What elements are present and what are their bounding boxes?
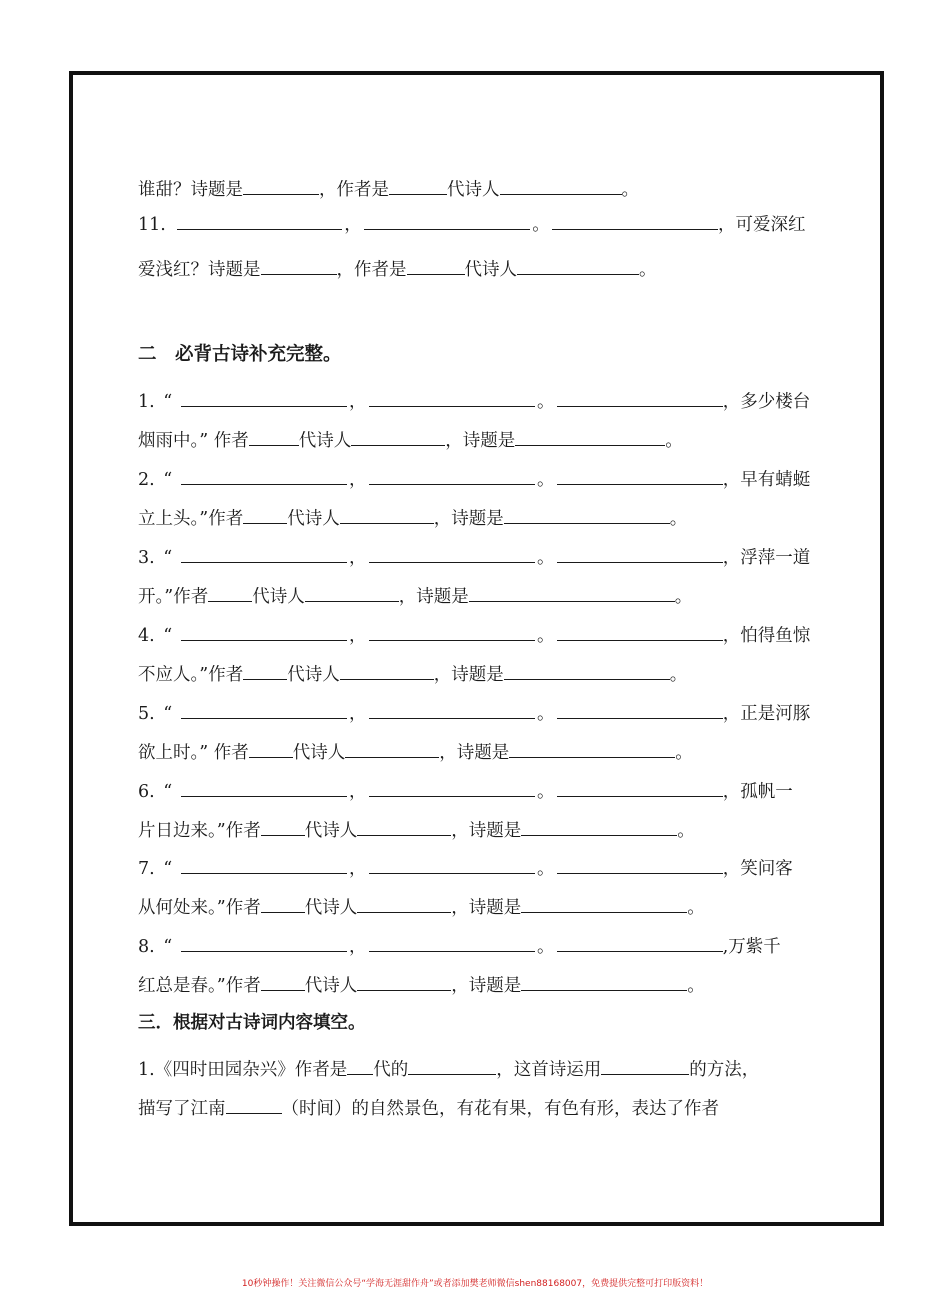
blank-dynasty[interactable] bbox=[208, 584, 252, 602]
period: 。 bbox=[536, 470, 555, 490]
period: 。 bbox=[536, 859, 555, 879]
blank-verse[interactable] bbox=[369, 389, 535, 407]
text: 代诗人 bbox=[464, 260, 517, 280]
blank-dynasty[interactable] bbox=[249, 740, 293, 758]
verse-ending: ，早有蜻蜓 bbox=[722, 470, 811, 490]
period: 。 bbox=[536, 704, 555, 724]
text: 描写了江南 bbox=[138, 1099, 226, 1119]
blank-title[interactable] bbox=[243, 177, 319, 195]
poem-item-line-1 bbox=[138, 701, 810, 726]
text: ，诗题是 bbox=[433, 665, 504, 685]
text: （时间）的自然景色，有花有果，有色有形，表达了作者 bbox=[281, 1099, 719, 1119]
blank-verse[interactable] bbox=[369, 623, 535, 641]
blank-title[interactable] bbox=[504, 506, 670, 524]
text: 爱浅红？诗题是 bbox=[138, 260, 261, 280]
text: 烟雨中。” 作者 bbox=[138, 431, 249, 451]
open-quote: “ bbox=[163, 782, 173, 802]
footer-notice: 10秒钟操作！关注微信公众号“学海无涯甜作舟”或者添加樊老师微信shen88168007，免费提供完整可打印版资料！ bbox=[241, 1279, 709, 1289]
blank-verse[interactable] bbox=[552, 212, 718, 230]
verse-ending: ，可爱深红 bbox=[717, 215, 806, 235]
text: 。 bbox=[677, 821, 695, 841]
section-3-line-2 bbox=[138, 1096, 719, 1121]
item-number: 2. bbox=[138, 470, 155, 490]
blank-method[interactable] bbox=[601, 1057, 689, 1075]
blank-verse[interactable] bbox=[181, 623, 347, 641]
text: ，诗题是 bbox=[439, 743, 510, 763]
blank-verse[interactable] bbox=[557, 467, 723, 485]
text: 从何处来。”作者 bbox=[138, 898, 261, 918]
poem-item-line-2 bbox=[138, 584, 692, 609]
fragment-line-1 bbox=[138, 177, 639, 202]
text: 。 bbox=[675, 743, 693, 763]
verse-ending: ，浮萍一道 bbox=[722, 548, 811, 568]
poem-item-line-1 bbox=[138, 545, 810, 570]
verse-ending: ，多少楼台 bbox=[722, 392, 811, 412]
verse-ending: ，正是河豚 bbox=[722, 704, 811, 724]
blank-poet[interactable] bbox=[408, 1057, 496, 1075]
blank-verse[interactable] bbox=[177, 212, 342, 230]
item-number: 1. bbox=[138, 392, 155, 412]
poem-item-line-2 bbox=[138, 506, 687, 531]
blank-verse[interactable] bbox=[369, 545, 535, 563]
text: 。 bbox=[665, 431, 683, 451]
blank-verse[interactable] bbox=[557, 545, 723, 563]
blank-verse[interactable] bbox=[181, 467, 347, 485]
comma: ， bbox=[344, 215, 362, 235]
poem-item-line-1 bbox=[138, 467, 810, 492]
text: 。 bbox=[639, 260, 657, 280]
text: 。 bbox=[669, 665, 688, 685]
blank-dynasty[interactable] bbox=[261, 818, 305, 836]
verse-ending: ，笑问客 bbox=[722, 859, 793, 879]
text: 开。”作者 bbox=[138, 587, 209, 607]
period: 。 bbox=[536, 782, 555, 802]
blank-poet[interactable] bbox=[340, 506, 434, 524]
text: 谁甜？诗题是 bbox=[138, 180, 243, 200]
text: 代诗人 bbox=[292, 743, 346, 763]
period: 。 bbox=[536, 548, 555, 568]
text: ，诗题是 bbox=[445, 431, 516, 451]
text: 代诗人 bbox=[287, 509, 340, 529]
text: ，诗题是 bbox=[433, 509, 504, 529]
poem-item-line-2 bbox=[138, 662, 687, 687]
blank-poet[interactable] bbox=[345, 740, 439, 758]
blank-dynasty[interactable] bbox=[261, 973, 305, 991]
blank-poet[interactable] bbox=[357, 973, 451, 991]
blank-verse[interactable] bbox=[369, 934, 535, 952]
text: 代诗人 bbox=[304, 976, 358, 996]
text: ，诗题是 bbox=[451, 821, 522, 841]
item-number: 4. bbox=[138, 626, 155, 646]
text: ，作者是 bbox=[336, 260, 407, 280]
poem-item-line-2 bbox=[138, 740, 693, 765]
text: 。 bbox=[687, 898, 705, 918]
comma: ， bbox=[348, 859, 367, 879]
text: 。 bbox=[674, 587, 693, 607]
blank-poet[interactable] bbox=[305, 584, 399, 602]
text: 代诗人 bbox=[304, 898, 358, 918]
comma: ， bbox=[348, 626, 367, 646]
text: 立上头。”作者 bbox=[138, 509, 244, 529]
blank-poet[interactable] bbox=[500, 177, 622, 195]
item-number: 3. bbox=[138, 548, 155, 568]
open-quote: “ bbox=[163, 626, 173, 646]
text: 不应人。”作者 bbox=[138, 665, 244, 685]
blank-title[interactable] bbox=[504, 662, 670, 680]
blank-verse[interactable] bbox=[557, 389, 723, 407]
text: 。 bbox=[669, 509, 688, 529]
period: 。 bbox=[536, 626, 555, 646]
blank-dynasty[interactable] bbox=[261, 895, 305, 913]
blank-verse[interactable] bbox=[557, 779, 723, 797]
poem-item-line-2 bbox=[138, 895, 705, 920]
blank-poet[interactable] bbox=[357, 895, 451, 913]
comma: ， bbox=[348, 704, 367, 724]
text: ，诗题是 bbox=[451, 898, 522, 918]
blank-title[interactable] bbox=[509, 740, 675, 758]
text: 代的 bbox=[373, 1060, 409, 1080]
item-number: 11. bbox=[138, 215, 166, 235]
text: 代诗人 bbox=[304, 821, 358, 841]
text: 片日边来。”作者 bbox=[138, 821, 261, 841]
section-2-title: 二 必背古诗补充完整。 bbox=[138, 344, 342, 365]
text: 红总是春。”作者 bbox=[138, 976, 261, 996]
blank-dynasty[interactable] bbox=[389, 177, 447, 195]
text: 欲上时。” 作者 bbox=[138, 743, 249, 763]
blank-poet[interactable] bbox=[517, 257, 639, 275]
fragment-line-2 bbox=[138, 212, 805, 237]
blank-verse[interactable] bbox=[181, 934, 347, 952]
blank-verse[interactable] bbox=[369, 779, 535, 797]
poem-item-line-1 bbox=[138, 389, 810, 414]
blank-verse[interactable] bbox=[181, 779, 347, 797]
item-number: 8. bbox=[138, 937, 155, 957]
text: ，诗题是 bbox=[398, 587, 469, 607]
period: 。 bbox=[536, 392, 555, 412]
blank-dynasty[interactable] bbox=[249, 428, 299, 446]
text: 代诗人 bbox=[298, 431, 352, 451]
blank-verse[interactable] bbox=[364, 212, 530, 230]
comma: ， bbox=[348, 937, 367, 957]
poem-item-line-1 bbox=[138, 934, 781, 959]
poem-item-line-1 bbox=[138, 856, 793, 881]
blank-title[interactable] bbox=[515, 428, 665, 446]
blank-dynasty[interactable] bbox=[407, 257, 465, 275]
open-quote: “ bbox=[163, 704, 173, 724]
open-quote: “ bbox=[163, 859, 173, 879]
poem-item-line-2 bbox=[138, 428, 683, 453]
blank-verse[interactable] bbox=[369, 701, 535, 719]
blank-verse[interactable] bbox=[557, 623, 723, 641]
verse-ending: ，怕得鱼惊 bbox=[722, 626, 811, 646]
text: 代诗人 bbox=[287, 665, 340, 685]
blank-title[interactable] bbox=[521, 818, 677, 836]
blank-dynasty[interactable] bbox=[347, 1057, 373, 1075]
blank-verse[interactable] bbox=[181, 545, 347, 563]
text: 。 bbox=[687, 976, 705, 996]
blank-verse[interactable] bbox=[181, 856, 347, 874]
poem-item-line-1 bbox=[138, 779, 793, 804]
blank-verse[interactable] bbox=[181, 701, 347, 719]
poem-item-line-1 bbox=[138, 623, 810, 648]
poem-item-line-2 bbox=[138, 973, 705, 998]
blank-title[interactable] bbox=[521, 973, 687, 991]
period: 。 bbox=[532, 215, 550, 235]
text: 代诗人 bbox=[252, 587, 305, 607]
blank-title[interactable] bbox=[521, 895, 687, 913]
open-quote: “ bbox=[163, 392, 173, 412]
comma: ， bbox=[348, 470, 367, 490]
blank-poet[interactable] bbox=[351, 428, 445, 446]
blank-title[interactable] bbox=[469, 584, 675, 602]
blank-verse[interactable] bbox=[181, 389, 347, 407]
open-quote: “ bbox=[163, 548, 173, 568]
comma: ， bbox=[348, 392, 367, 412]
blank-title[interactable] bbox=[261, 257, 337, 275]
item-number: 5. bbox=[138, 704, 155, 724]
blank-verse[interactable] bbox=[369, 467, 535, 485]
text: 的方法， bbox=[689, 1060, 760, 1080]
item-number: 6. bbox=[138, 782, 155, 802]
text: 。 bbox=[621, 180, 639, 200]
item-number: 7. bbox=[138, 859, 155, 879]
poem-item-line-2 bbox=[138, 818, 695, 843]
comma: ， bbox=[348, 548, 367, 568]
blank-verse[interactable] bbox=[557, 701, 723, 719]
blank-season[interactable] bbox=[226, 1096, 282, 1114]
page-border bbox=[69, 71, 884, 1226]
comma: ， bbox=[348, 782, 367, 802]
period: 。 bbox=[536, 937, 555, 957]
blank-verse[interactable] bbox=[557, 856, 723, 874]
blank-verse[interactable] bbox=[557, 934, 723, 952]
blank-dynasty[interactable] bbox=[243, 506, 287, 524]
blank-dynasty[interactable] bbox=[243, 662, 287, 680]
verse-ending: ，孤帆一 bbox=[722, 782, 793, 802]
section-3-line-1 bbox=[138, 1057, 759, 1082]
fragment-line-3 bbox=[138, 257, 657, 282]
text: 1.《四时田园杂兴》作者是 bbox=[138, 1060, 348, 1080]
blank-poet[interactable] bbox=[357, 818, 451, 836]
blank-poet[interactable] bbox=[340, 662, 434, 680]
verse-ending: ,万紫千 bbox=[722, 937, 781, 957]
text: ，诗题是 bbox=[451, 976, 522, 996]
text: ，这首诗运用 bbox=[496, 1060, 602, 1080]
open-quote: “ bbox=[163, 937, 173, 957]
text: ，作者是 bbox=[319, 180, 389, 200]
text: 代诗人 bbox=[447, 180, 500, 200]
open-quote: “ bbox=[163, 470, 173, 490]
blank-verse[interactable] bbox=[369, 856, 535, 874]
section-3-title: 三．根据对古诗词内容填空。 bbox=[138, 1013, 366, 1033]
